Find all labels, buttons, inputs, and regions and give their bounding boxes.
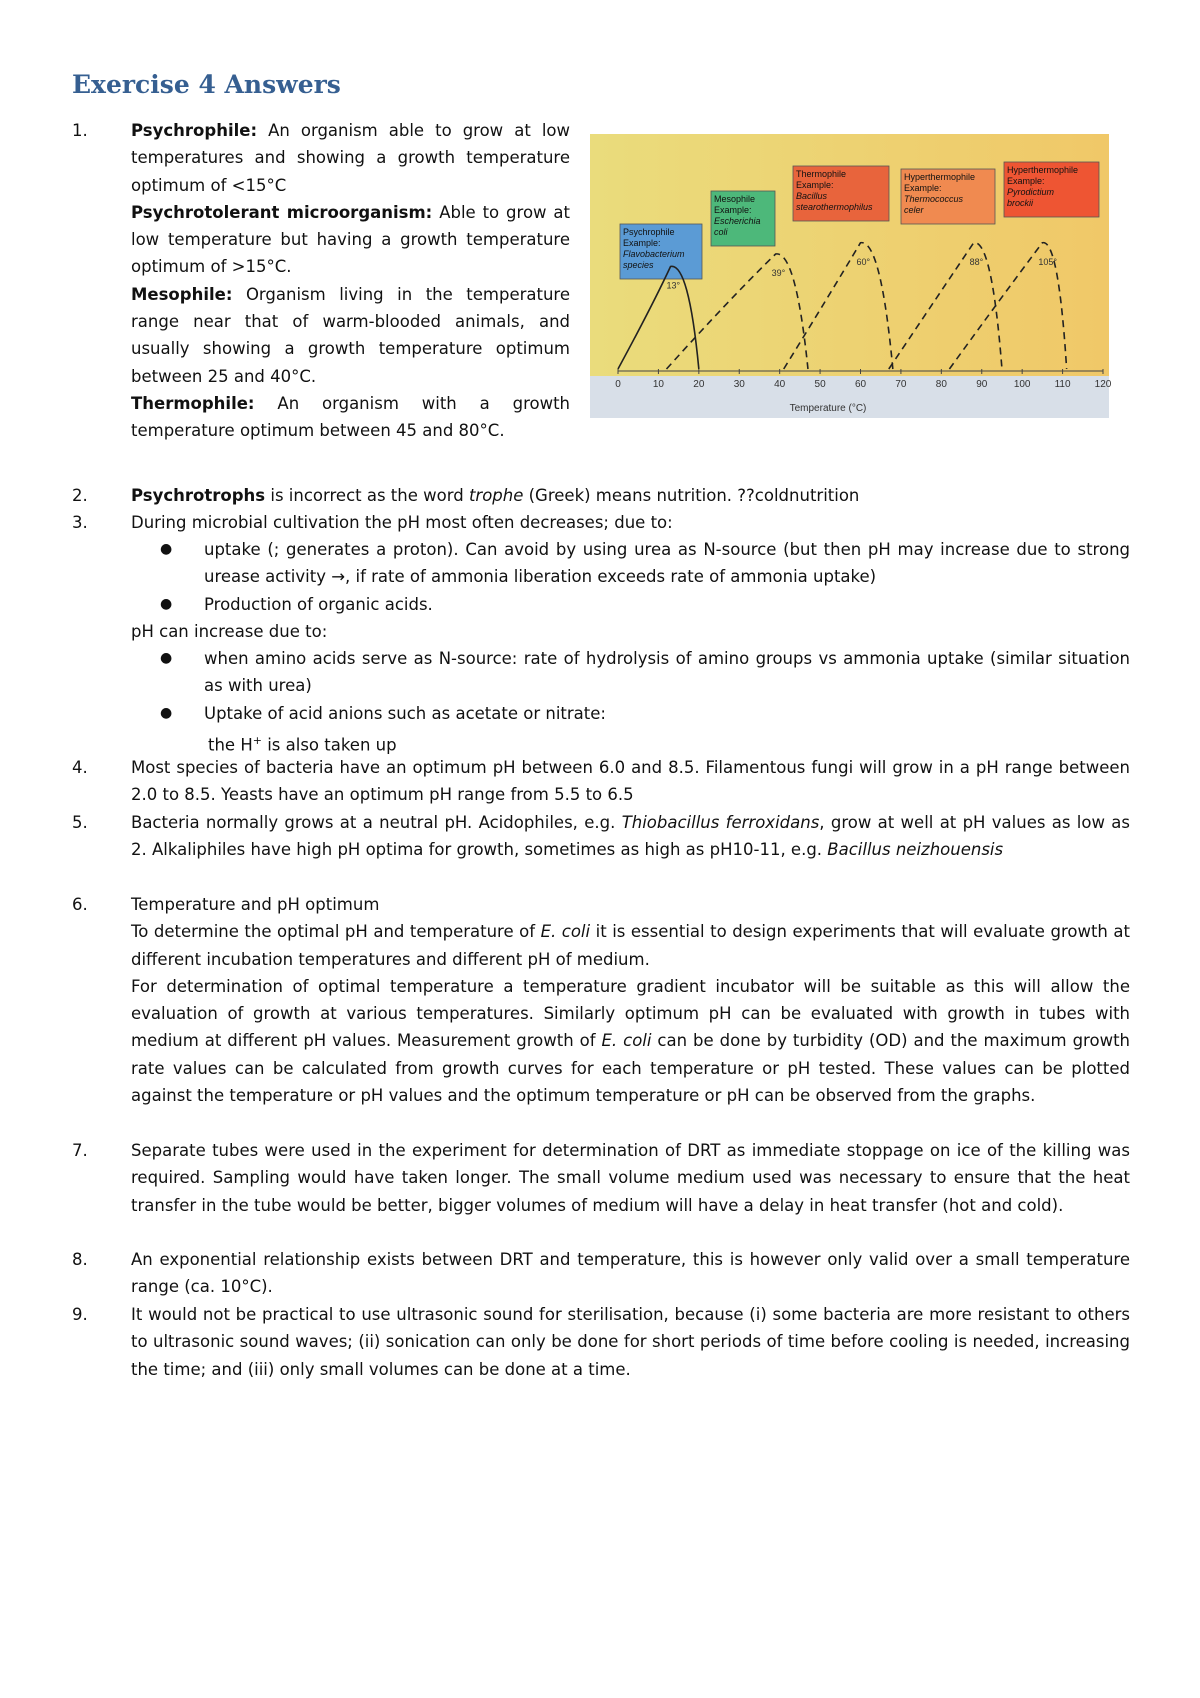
answer-5 bbox=[131, 809, 1130, 864]
psychrophile-definition bbox=[131, 117, 570, 199]
optimum-label: 105° bbox=[1038, 256, 1057, 267]
optimum-label: 88° bbox=[969, 256, 984, 267]
legend-name: Thermophile bbox=[796, 169, 847, 179]
legend-example-species: celer bbox=[904, 205, 924, 215]
legend-example-species: coli bbox=[714, 227, 728, 237]
x-tick-label: 80 bbox=[935, 379, 947, 390]
legend-name: Psychrophile bbox=[623, 227, 675, 237]
answer-1-body bbox=[131, 117, 570, 445]
x-tick-label: 100 bbox=[1013, 379, 1031, 390]
increase-reason-2: Uptake of acid anions such as acetate or nitrate: bbox=[204, 704, 606, 723]
text: Bacteria normally grows at a neutral pH. Acidophiles, e.g. bbox=[131, 813, 622, 832]
x-tick-label: 110 bbox=[1054, 379, 1071, 390]
x-axis-label: Temperature (°C) bbox=[789, 403, 867, 414]
legend-example-species: brockii bbox=[1007, 198, 1034, 208]
answer-8: An exponential relationship exists between DRT and temperature, this is however only valid over a small temperature range (ca. 10°C). bbox=[131, 1250, 1130, 1297]
answer-2 bbox=[131, 482, 1131, 509]
text: For determination of optimal temperature a temperature gradient incubator will be suitable as this will allow the evaluation of growth at various temperatures. Similarly optimum pH can be evaluated with growth in tubes with medium at different pH values. Measurement growth of bbox=[131, 976, 1130, 1051]
text: (Greek) means nutrition. ??coldnutrition bbox=[523, 486, 860, 505]
answer-4: Most species of bacteria have an optimum pH between 6.0 and 8.5. Filamentous fungi will grow in a pH range between 2.0 to 8.5. Yeasts have an optimum pH range from 5.5 to 6.5 bbox=[131, 758, 1130, 805]
item-number: 7. bbox=[72, 1141, 88, 1160]
item-number: 6. bbox=[72, 895, 88, 914]
italic-term: Thiobacillus ferroxidans bbox=[621, 813, 820, 832]
answer-9: It would not be practical to use ultrasonic sound for sterilisation, because (i) some bacteria are more resistant to others to ultrasonic sound waves; (ii) sonication can only be done for short periods of time before cooling is needed, increasing the time; and (iii) only small volumes can be done at a time. bbox=[131, 1305, 1130, 1379]
superscript: + bbox=[252, 734, 262, 747]
italic-term: E. coli bbox=[601, 1031, 652, 1051]
bullet-icon: ● bbox=[160, 650, 173, 666]
item-number: 3. bbox=[72, 513, 88, 532]
optimum-label: 39° bbox=[771, 268, 786, 278]
legend-example-genus: Escherichia bbox=[714, 216, 761, 226]
item-number: 4. bbox=[72, 758, 88, 777]
legend-example-label: Example: bbox=[904, 183, 942, 193]
legend-name: Hyperthermophile bbox=[904, 172, 976, 182]
definition: Organism living in the temperature range near that of warm-blooded animals, and usually showing a growth temperature optimum between 25 and 40°C. bbox=[131, 284, 570, 386]
x-tick-label: 50 bbox=[814, 379, 826, 390]
text: the H bbox=[208, 735, 253, 755]
decrease-reason-2: Production of organic acids. bbox=[204, 595, 433, 614]
mesophile-definition bbox=[131, 281, 570, 390]
x-tick-label: 90 bbox=[976, 379, 988, 390]
decrease-reason-1: uptake (; generates a proton). Can avoid by using urea as N-source (but then pH may increase due to strong urease activity →, if rate of ammonia liberation exceeds rate of ammonia uptake) bbox=[204, 540, 1130, 587]
optimum-label: 60° bbox=[856, 256, 871, 267]
term: Psychrotolerant microorganism: bbox=[131, 202, 433, 222]
x-tick-label: 40 bbox=[774, 379, 786, 390]
definition: An organism with a growth temperature optimum between 45 and 80°C. bbox=[131, 393, 571, 441]
increase-intro: pH can increase due to: bbox=[131, 622, 328, 641]
answer-3-intro: During microbial cultivation the pH most often decreases; due to: bbox=[131, 513, 673, 532]
bullet-icon: ● bbox=[160, 705, 173, 721]
bullet-icon: ● bbox=[160, 541, 173, 557]
temperature-growth-chart bbox=[590, 134, 1112, 418]
legend-example-genus: Flavobacterium bbox=[623, 249, 685, 259]
text: it is essential to design experiments that will evaluate growth at different incubation temperatures and different pH of medium. bbox=[131, 922, 1130, 969]
definition: Able to grow at low temperature but having a growth temperature optimum of >15°C. bbox=[131, 202, 571, 277]
item-number: 9. bbox=[72, 1305, 88, 1324]
x-tick-label: 30 bbox=[733, 379, 745, 390]
definition: An organism able to grow at low temperatures and showing a growth temperature optimum of <15°C bbox=[131, 121, 570, 195]
answer-6-heading: Temperature and pH optimum bbox=[131, 895, 380, 914]
bullet-icon: ● bbox=[160, 596, 173, 612]
item-number: 2. bbox=[72, 486, 88, 505]
item-number: 8. bbox=[72, 1250, 88, 1269]
legend-name: Hyperthermophile bbox=[1007, 165, 1079, 175]
increase-reason-1: when amino acids serve as N-source: rate of hydrolysis of amino groups vs ammonia uptake (similar situation as with urea) bbox=[204, 649, 1130, 696]
thermophile-definition bbox=[131, 390, 570, 445]
x-tick-label: 70 bbox=[895, 379, 907, 390]
answer-7: Separate tubes were used in the experiment for determination of DRT as immediate stoppage on ice of the killing was required. Sampling would have taken longer. The small volume medium used was necessary to ensure that the heat transfer in the tube would be better, bigger volumes of medium will have a delay in heat transfer (hot and cold). bbox=[131, 1141, 1130, 1215]
legend-example-genus: Pyrodictium bbox=[1007, 187, 1055, 197]
answer-6-paragraph-1 bbox=[131, 918, 1130, 973]
answer-6-paragraph-2 bbox=[131, 973, 1130, 1109]
italic-term: trophe bbox=[468, 486, 524, 505]
term: Psychrotrophs bbox=[131, 486, 266, 505]
italic-term: E. coli bbox=[540, 922, 591, 942]
x-tick-label: 60 bbox=[854, 379, 867, 390]
legend-example-label: Example: bbox=[1007, 176, 1045, 186]
legend-example-species: stearothermophilus bbox=[796, 202, 873, 212]
italic-term: Bacillus neizhouensis bbox=[827, 840, 1004, 860]
term: Psychrophile: bbox=[131, 121, 258, 140]
item-number: 5. bbox=[72, 813, 88, 832]
x-tick-label: 10 bbox=[652, 379, 664, 390]
text: is also taken up bbox=[261, 735, 397, 755]
page-title: Exercise 4 Answers bbox=[72, 70, 341, 99]
legend-example-genus: Thermococcus bbox=[904, 194, 964, 204]
legend-example-label: Example: bbox=[796, 180, 834, 190]
legend-example-label: Example: bbox=[714, 205, 752, 215]
text: To determine the optimal pH and temperature of bbox=[131, 922, 541, 942]
x-tick-label: 0 bbox=[615, 379, 621, 390]
legend-example-genus: Bacillus bbox=[796, 191, 828, 201]
legend-example-label: Example: bbox=[623, 238, 661, 248]
text: , grow at well at pH values as low as 2. Alkaliphiles have high pH optima for growth, sometimes as high as pH10-11, e.g. bbox=[131, 813, 1130, 860]
psychrotolerant-definition bbox=[131, 199, 570, 281]
chart-svg bbox=[590, 134, 1112, 418]
item-number: 1. bbox=[72, 121, 88, 140]
term: Thermophile: bbox=[131, 393, 255, 413]
legend-name: Mesophile bbox=[714, 194, 756, 204]
answer-6 bbox=[131, 891, 1130, 1109]
term: Mesophile: bbox=[131, 284, 233, 304]
optimum-label: 13° bbox=[666, 280, 681, 291]
text: is incorrect as the word bbox=[265, 486, 469, 505]
text: can be done by turbidity (OD) and the maximum growth rate values can be calculated from growth curves for each temperature or pH tested. These values can be plotted against the temperature or pH values and the optimum temperature or pH can be observed from the graphs. bbox=[131, 1031, 1130, 1106]
legend-example-species: species bbox=[623, 260, 654, 270]
x-tick-label: 120 bbox=[1094, 379, 1112, 390]
x-tick-label: 20 bbox=[693, 379, 705, 390]
